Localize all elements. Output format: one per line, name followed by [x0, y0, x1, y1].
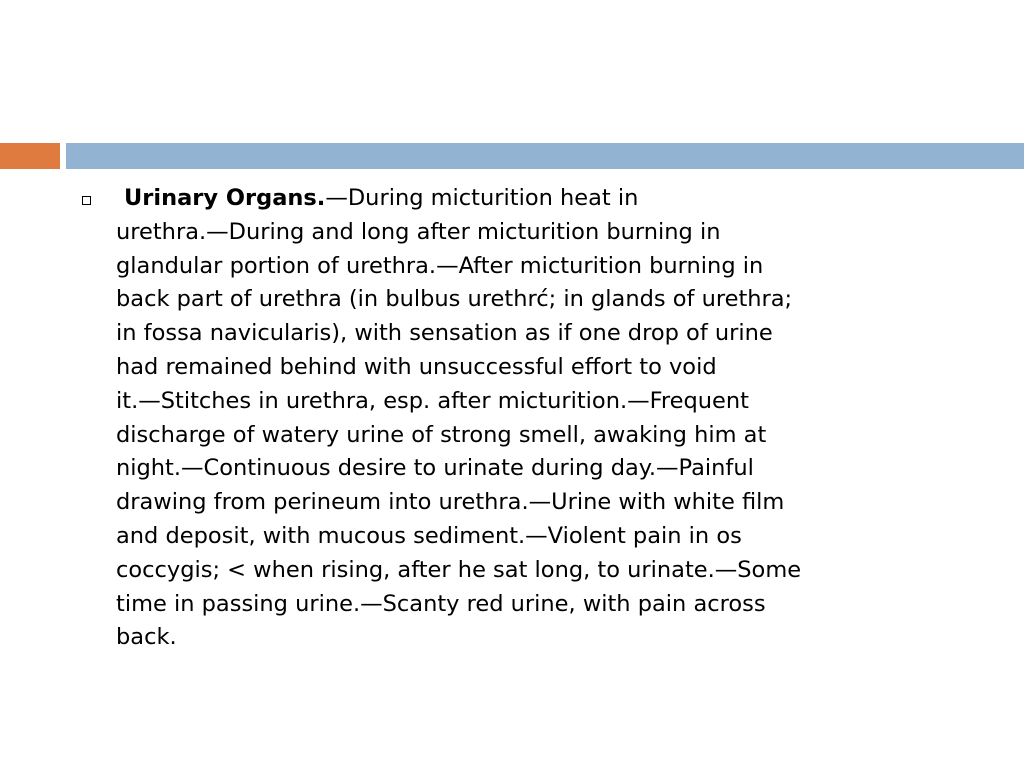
text-line: glandular portion of urethra.—After micturition burning in — [116, 252, 764, 279]
text-line: drawing from perineum into urethra.—Urine with white film — [116, 489, 785, 516]
text-line: night.—Continuous desire to urinate during day.—Painful — [116, 455, 754, 482]
text-line: back. — [116, 624, 177, 651]
accent-bar-blue — [66, 143, 1024, 169]
text-line: it.—Stitches in urethra, esp. after micturition.—Frequent — [116, 387, 749, 414]
text-line: —During micturition heat in — [325, 185, 639, 211]
text-line: in fossa navicularis), with sensation as if one drop of urine — [116, 320, 773, 347]
text-line: coccygis; < when rising, after he sat long, to urinate.—Some — [116, 556, 802, 583]
accent-bar-orange — [0, 143, 60, 169]
square-bullet-icon — [82, 196, 91, 205]
text-line: and deposit, with mucous sediment.—Violent pain in os — [116, 522, 742, 549]
bullet-item — [78, 182, 978, 655]
bullet-heading: Urinary Organs. — [124, 185, 326, 211]
text-line: had remained behind with unsuccessful effort to void — [116, 353, 717, 380]
text-line: discharge of watery urine of strong smell, awaking him at — [116, 421, 767, 448]
text-line: time in passing urine.—Scanty red urine, with pain across — [116, 590, 766, 617]
text-line: urethra.—During and long after micturition burning in — [116, 218, 721, 245]
text-line: back part of urethra (in bulbus urethrć; in glands of urethra; — [116, 286, 793, 313]
bullet-text — [116, 182, 978, 655]
